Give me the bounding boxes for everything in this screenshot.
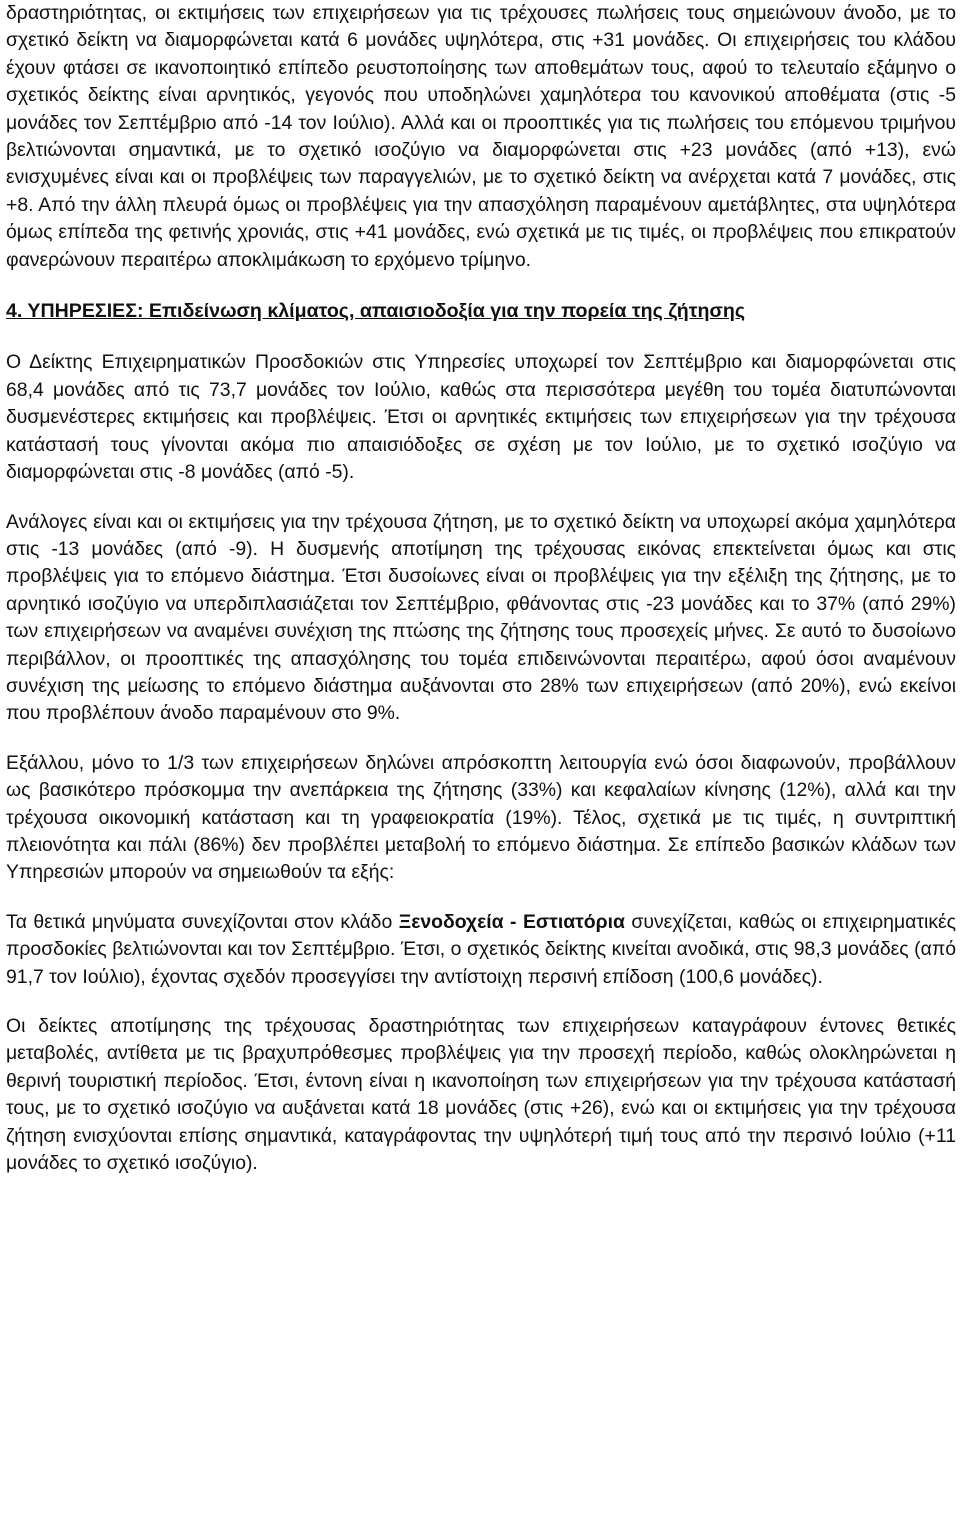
spacer — [6, 991, 956, 1013]
paragraph-hotels-restaurants — [6, 909, 956, 991]
paragraph-services-obstacles: Εξάλλου, μόνο το 1/3 των επιχειρήσεων δηλώνει απρόσκοπτη λειτουργία ενώ όσοι διαφωνούν, προβάλλουν ως βασικότερο πρόσκομμα την ανεπάρκεια της ζήτησης (33%) και κεφαλαίων κίνησης (12%), αλλά και την τρέχουσα οικονομική κατάσταση και τη γραφειοκρατία (19%). Τέλος, σχετικά με τις τιμές, η συντριπτική πλειονότητα και πάλι (86%) δεν προβλέπει μεταβολή το επόμενο διάστημα. Σε επίπεδο βασικών κλάδων των Υπηρεσιών μπορούν να σημειωθούν τα εξής: — [6, 751, 956, 884]
spacer — [6, 487, 956, 509]
section-heading-services: 4. ΥΠΗΡΕΣΙΕΣ: Επιδείνωση κλίματος, απαισιοδοξία για την πορεία της ζήτησης — [6, 300, 746, 323]
paragraph-hotels-text-before: Τα θετικά μηνύματα συνεχίζονται στον κλάδο — [6, 910, 399, 933]
spacer — [6, 728, 956, 750]
spacer — [6, 325, 956, 349]
paragraph-hotels-text-after: συνεχίζεται, καθώς οι επιχειρηματικές προσδοκίες βελτιώνονται και τον Σεπτέμβριο. Έτσι, ο σχετικός δείκτης κινείται ανοδικά, στις 98,3 μονάδες (από 91,7 τον Ιούλιο), έχοντας σχεδόν προσεγγίσει την αντίστοιχη περσινή επίδοση (100,6 μονάδες). — [6, 910, 957, 988]
sector-name-hotels-restaurants: Ξενοδοχεία - Εστιατόρια — [398, 910, 625, 933]
spacer — [6, 887, 956, 909]
paragraph-services-index: Ο Δείκτης Επιχειρηματικών Προσδοκιών στις Υπηρεσίες υποχωρεί τον Σεπτέμβριο και διαμορφώνεται στις 68,4 μονάδες από τις 73,7 μονάδες τον Ιούλιο, καθώς στα περισσότερα μεγέθη του τομέα διατυπώνονται δυσμενέστερες εκτιμήσεις και προβλέψεις. Έτσι οι αρνητικές εκτιμήσεις των επιχειρήσεων για την τρέχουσα κατάστασή τους γίνονται ακόμα πιο απαισιόδοξες σε σχέση με τον Ιούλιο, με το σχετικό ισοζύγιο να διαμορφώνεται στις -8 μονάδες (από -5). — [6, 351, 956, 484]
paragraph-hotels-current-activity: Οι δείκτες αποτίμησης της τρέχουσας δραστηριότητας των επιχειρήσεων καταγράφουν έντονες θετικές μεταβολές, αντίθετα με τις βραχυπρόθεσμες προβλέψεις για την προσεχή περίοδο, καθώς ολοκληρώνεται η θερινή τουριστική περίοδος. Έτσι, έντονη είναι η ικανοποίηση των επιχειρήσεων για την τρέχουσα κατάστασή τους, με το σχετικό ισοζύγιο να αυξάνεται κατά 18 μονάδες (στις +26), ενώ και οι εκτιμήσεις για την τρέχουσα ζήτηση ενισχύονται επίσης σημαντικά, καταγράφοντας την υψηλότερή τιμή τους από την περσινό Ιούλιο (+11 μονάδες το σχετικό ισοζύγιο). — [6, 1015, 956, 1175]
paragraph-services-demand: Ανάλογες είναι και οι εκτιμήσεις για την τρέχουσα ζήτηση, με το σχετικό δείκτη να υποχωρεί ακόμα χαμηλότερα στις -13 μονάδες (από -9). Η δυσμενής αποτίμηση της τρέχουσας εικόνας επεκτείνεται όμως και στις προβλέψεις για το επόμενο διάστημα. Έτσι δυσοίωνες είναι οι προβλέψεις για την εξέλιξη της ζήτησης, με το αρνητικό ισοζύγιο να υπερδιπλασιάζεται τον Σεπτέμβριο, φθάνοντας στις -23 μονάδες και το 37% (από 29%) των επιχειρήσεων να αναμένει συνέχιση της πτώσης της ζήτησης τους προσεχείς μήνες. Σε αυτό το δυσοίωνο περιβάλλον, οι προοπτικές της απασχόλησης του τομέα επιδεινώνονται περαιτέρω, αφού όσοι αναμένουν συνέχιση της μείωσης το επόμενο διάστημα αυξάνονται στο 28% των επιχειρήσεων (από 20%), ενώ εκείνοι που προβλέπουν άνοδο παραμένουν στο 9%. — [6, 510, 956, 725]
paragraph-retail-outlook: δραστηριότητας, οι εκτιμήσεις των επιχειρήσεων για τις τρέχουσες πωλήσεις τους σημειώνουν άνοδο, με το σχετικό δείκτη να διαμορφώνεται κατά 6 μονάδες υψηλότερα, στις +31 μονάδες. Οι επιχειρήσεις του κλάδου έχουν φτάσει σε ικανοποιητικό επίπεδο ρευστοποίησης των αποθεμάτων τους, αφού το τελευταίο εξάμηνο ο σχετικός δείκτης είναι αρνητικός, γεγονός που υποδηλώνει χαμηλότερα του κανονικού αποθέματα (στις -5 μονάδες τον Σεπτέμβριο από -14 τον Ιούλιο). Αλλά και οι προοπτικές για τις πωλήσεις του επόμενου τριμήνου βελτιώνονται σημαντικά, με το σχετικό ισοζύγιο να διαμορφώνεται στις +23 μονάδες (από +13), ενώ ενισχυμένες είναι και οι προβλέψεις των παραγγελιών, με το σχετικό δείκτη να ανέρχεται κατά 7 μονάδες, στις +8. Από την άλλη πλευρά όμως οι προβλέψεις για την απασχόληση παραμένουν αμετάβλητες, στα υψηλότερα όμως επίπεδα της φετινής χρονιάς, στις +41 μονάδες, ενώ σχετικά με τις τιμές, οι προβλέψεις που επικρατούν φανερώνουν περαιτέρω αποκλιμάκωση το ερχόμενο τρίμηνο. — [6, 2, 956, 271]
spacer — [6, 274, 956, 298]
